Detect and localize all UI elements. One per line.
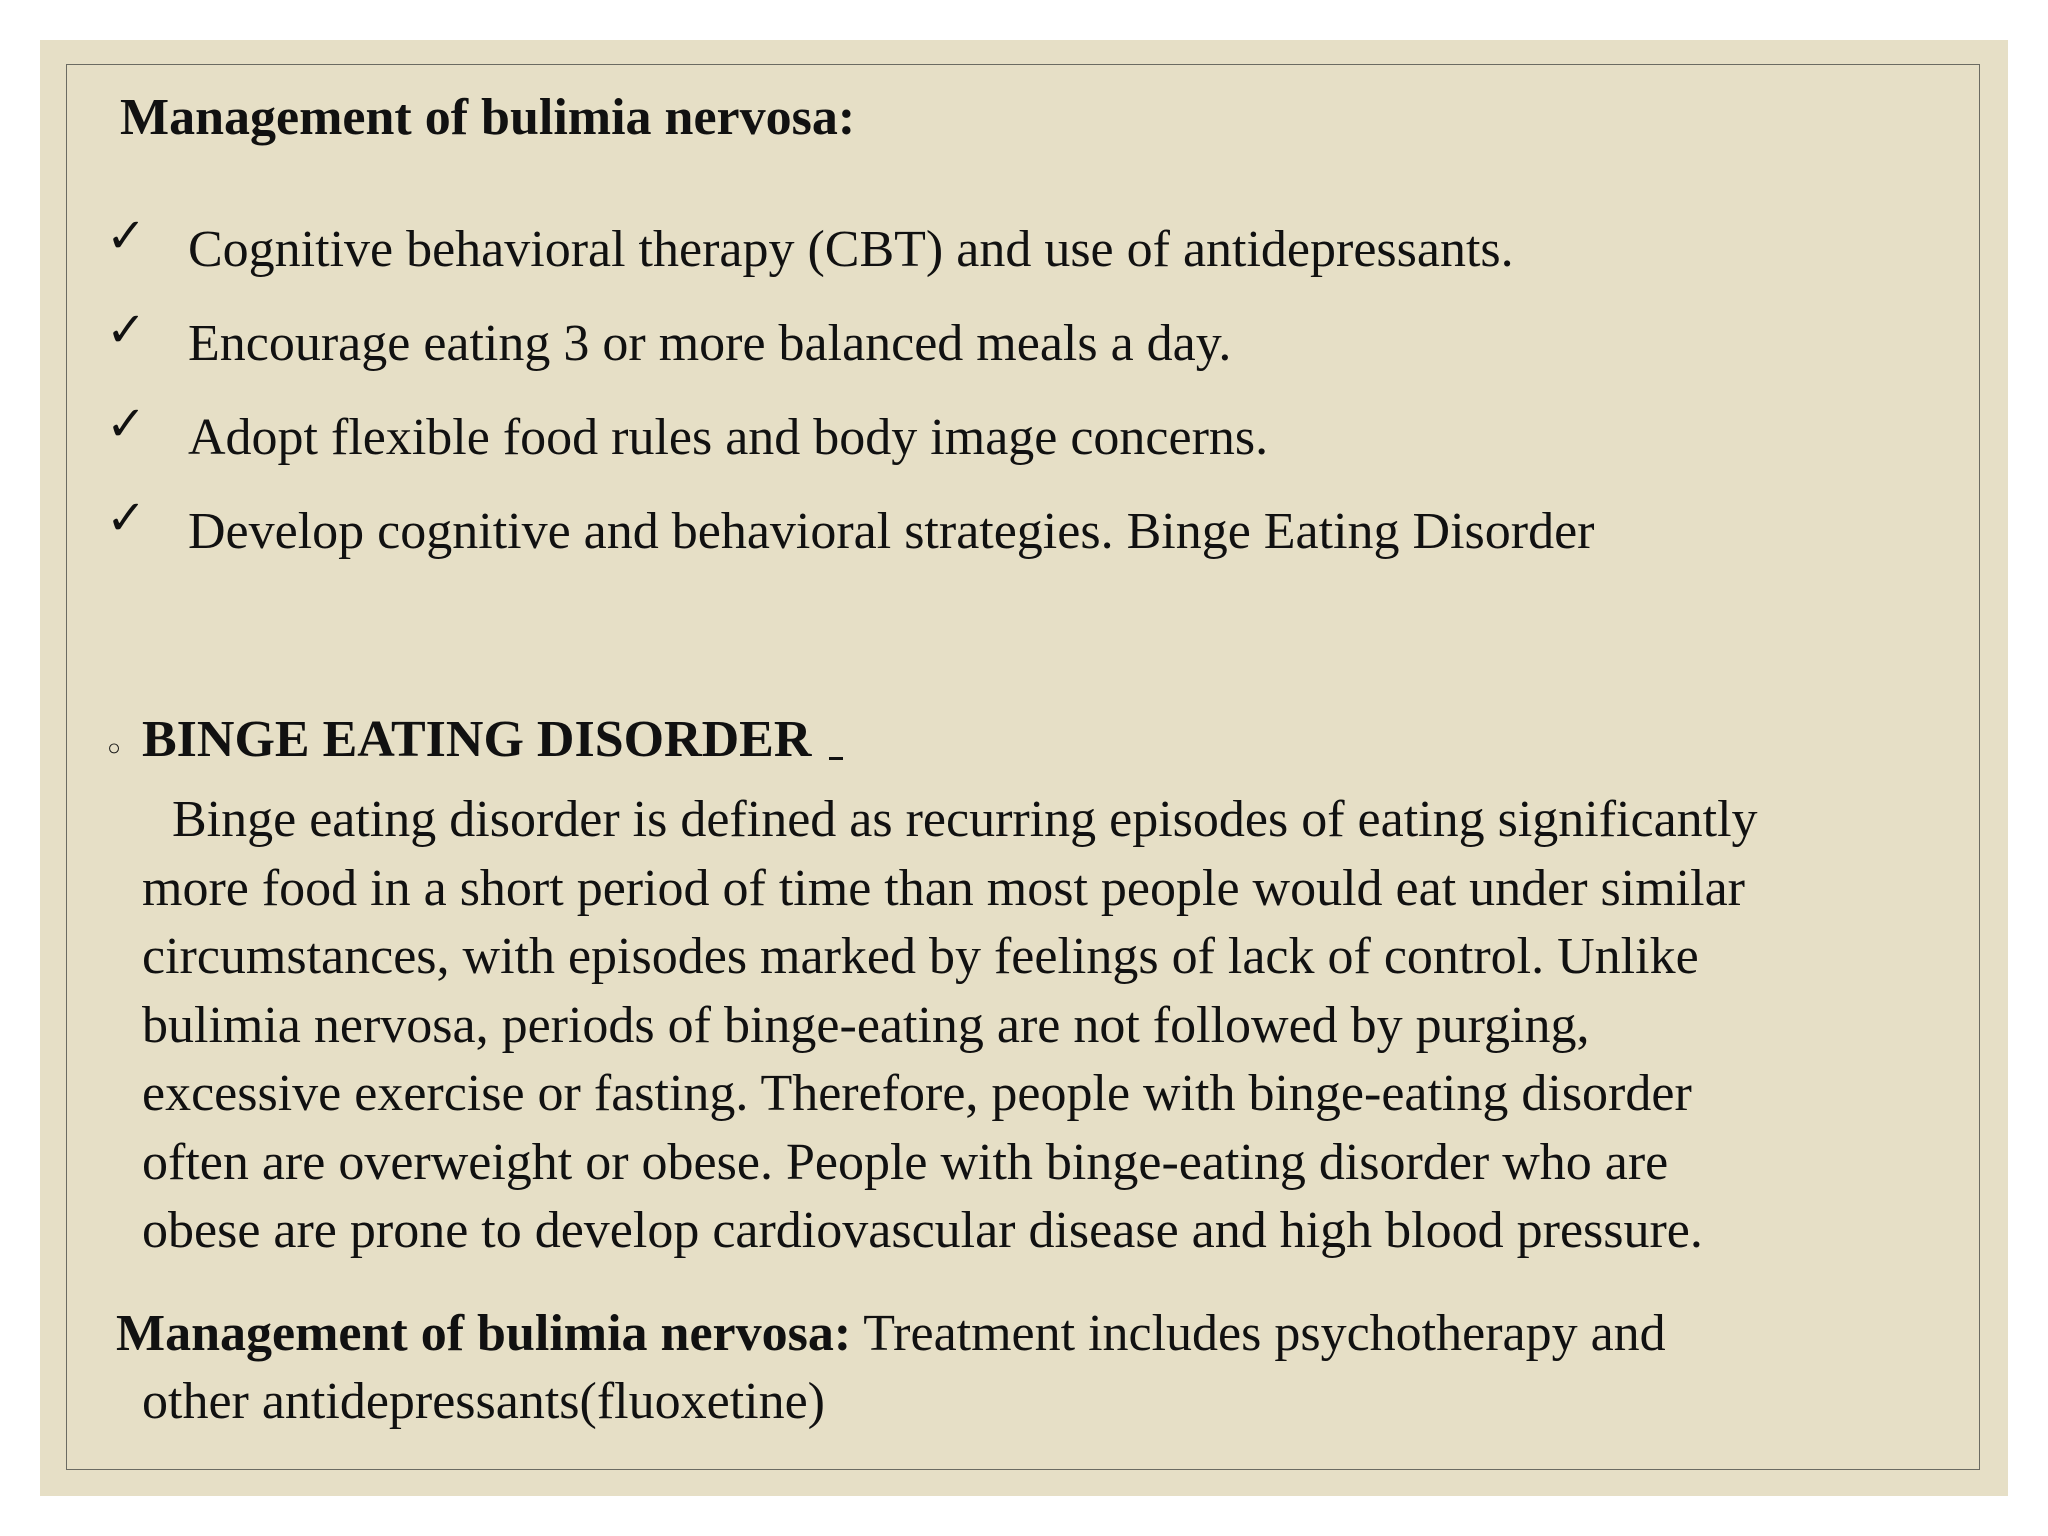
checkmark-icon: ✓ [106, 396, 147, 452]
management-text: Treatment includes psychotherapy and [863, 1305, 1666, 1362]
checklist-item-text: Develop cognitive and behavioral strategies. Binge Eating Disorder [188, 503, 1595, 560]
paragraph-line: bulimia nervosa, periods of binge-eating are not followed by purging, [142, 996, 1590, 1054]
paragraph-line: excessive exercise or fasting. Therefore, people with binge-eating disorder [142, 1065, 1692, 1122]
checkmark-icon: ✓ [106, 490, 147, 546]
checklist-item-text: Cognitive behavioral therapy (CBT) and use of antidepressants. [188, 221, 1514, 278]
checkmark-icon: ✓ [106, 208, 147, 264]
paragraph-line: often are overweight or obese. People with binge-eating disorder who are [142, 1133, 1669, 1191]
section-title [142, 710, 843, 769]
checkmark-icon: ✓ [106, 302, 147, 358]
paragraph-line: circumstances, with episodes marked by feelings of lack of control. Unlike [142, 928, 1699, 985]
management-line [116, 1300, 1976, 1368]
management-paragraph [116, 1300, 1976, 1436]
paragraph-line: Binge eating disorder is defined as recurring episodes of eating significantly [172, 791, 1758, 848]
circle-bullet-icon: ◦ [104, 730, 125, 770]
definition-paragraph [142, 786, 1982, 1266]
management-line: other antidepressants(fluoxetine) [142, 1373, 825, 1430]
section-title-text: BINGE EATING DISORDER [142, 711, 812, 768]
paragraph-line: more food in a short period of time than most people would eat under similar [142, 859, 1745, 917]
checklist-item-text: Encourage eating 3 or more balanced meals a day. [188, 315, 1232, 372]
checklist-item-text: Adopt flexible food rules and body image concerns. [188, 409, 1269, 466]
title-underscore [829, 757, 843, 760]
slide-heading: Management of bulimia nervosa: [120, 89, 856, 146]
slide [40, 40, 2008, 1496]
management-label: Management of bulimia nervosa: [116, 1305, 852, 1362]
paragraph-line: obese are prone to develop cardiovascular disease and high blood pressure. [142, 1202, 1703, 1259]
